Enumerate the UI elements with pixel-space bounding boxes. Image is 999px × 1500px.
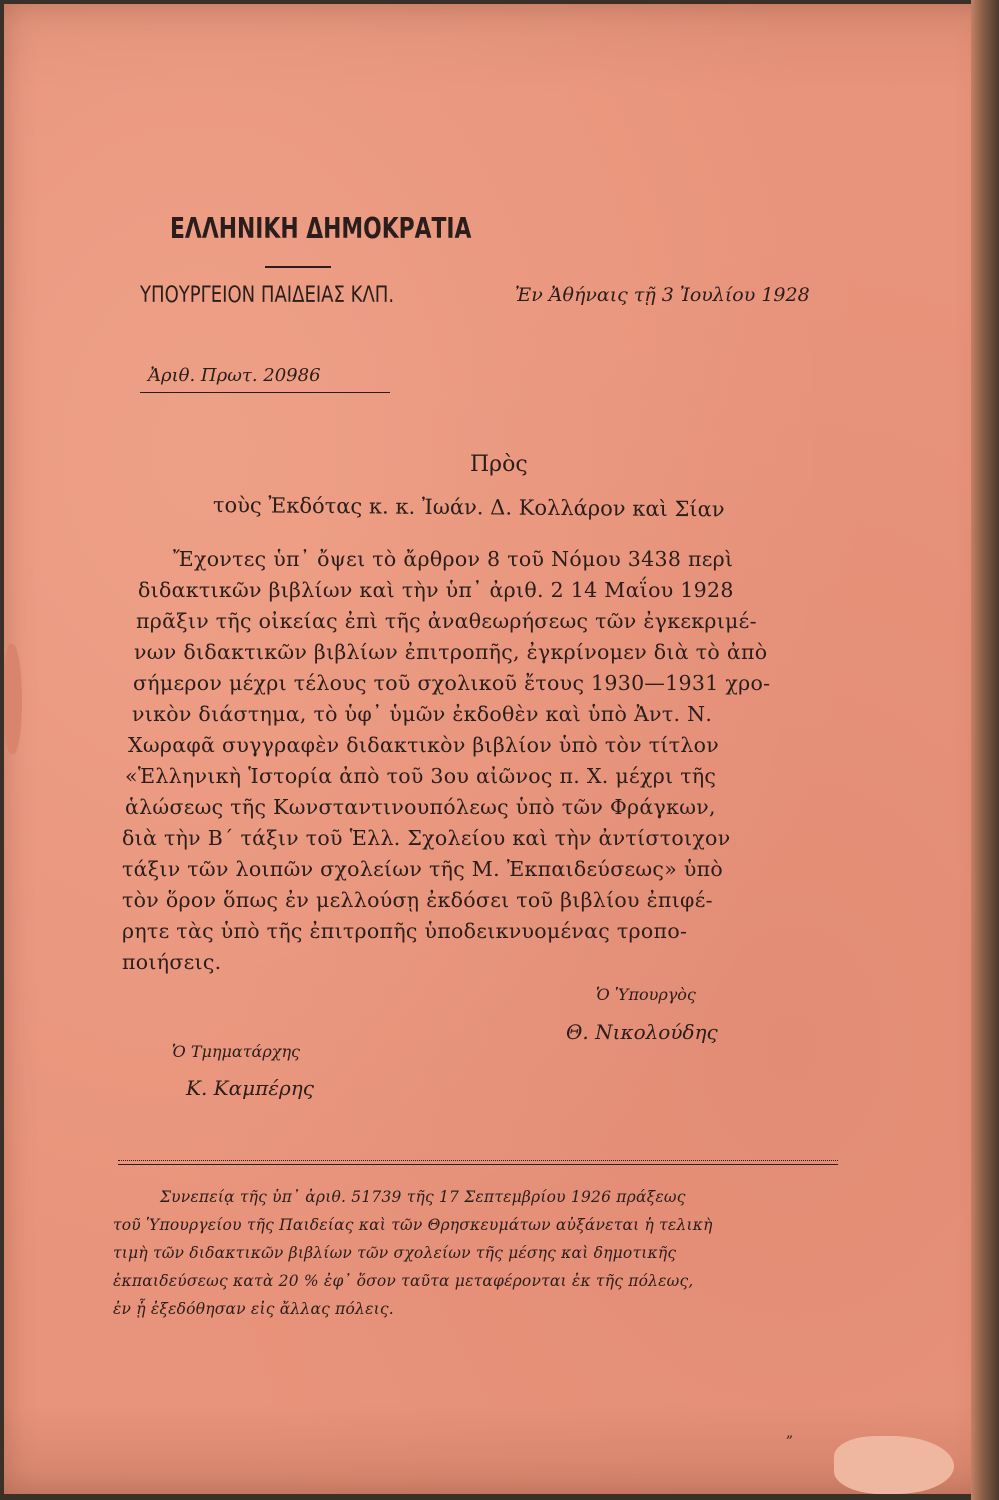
body-line: Ἔχοντες ὑπ᾿ ὄψει τὸ ἄρθρον 8 τοῦ Νόμου 3438 περὶ [173,547,734,571]
chief-title: Ὁ Τμηματάρχης [172,1042,300,1061]
heading-rule [265,266,331,268]
chief-signature: Κ. Καμπέρης [186,1076,314,1100]
page-edge-shadow [971,0,999,1500]
protocol-underline [140,392,390,393]
footnote-line: τιμὴ τῶν διδακτικῶν βιβλίων τῶν σχολείων τῆς μέσης καὶ δημοτικῆς [113,1244,677,1262]
body-line: ἁλώσεως τῆς Κωνσταντινουπόλεως ὑπὸ τῶν Φράγκων, [125,795,716,819]
footnote-line: ἐκπαιδεύσεως κατὰ 20 % ἐφ᾿ ὅσον ταῦτα μεταφέρονται ἐκ τῆς πόλεως, [113,1272,694,1290]
body-line: τὸν ὅρον ὅπως ἐν μελλούσῃ ἐκδόσει τοῦ βιβλίου ἐπιφέ- [122,888,713,912]
footnote-divider [118,1160,838,1165]
footnote-line: τοῦ Ὑπουργείου τῆς Παιδείας καὶ τῶν Θρησκευμάτων αὐξάνεται ἡ τελικὴ [113,1216,713,1234]
document-date: Ἐν Ἀθήναις τῇ 3 Ἰουλίου 1928 [515,284,810,306]
body-line: «Ἑλληνικὴ Ἱστορία ἀπὸ τοῦ 3ου αἰῶνος π. Χ. μέχρι τῆς [125,764,717,788]
body-line: ποιήσεις. [122,950,222,974]
body-line: ρητε τὰς ὑπὸ τῆς ἐπιτροπῆς ὑποδεικνυομένας τροπο- [122,919,688,943]
ministry-heading: ΥΠΟΥΡΓΕΙΟΝ ΠΑΙΔΕΙΑΣ ΚΛΠ. [140,283,395,308]
footnote-line: Συνεπείᾳ τῆς ὑπ᾿ ἀριθ. 51739 τῆς 17 Σεπτεμβρίου 1926 πράξεως [160,1188,686,1206]
body-line: πρᾶξιν τῆς οἰκείας ἐπὶ τῆς ἀναθεωρήσεως τῶν ἐγκεκριμέ- [136,609,757,633]
minister-title: Ὁ Ὑπουργὸς [596,985,696,1004]
minister-signature: Θ. Νικολούδης [566,1020,718,1044]
republic-heading: ΕΛΛΗΝΙΚΗ ΔΗΜΟΚΡΑΤΙΑ [170,212,472,245]
paper-stain [834,1436,954,1494]
protocol-number: Ἀριθ. Πρωτ. 20986 [148,365,321,386]
body-line: νικὸν διάστημα, τὸ ὑφ᾿ ὑμῶν ἐκδοθὲν καὶ ὑπὸ Ἀντ. Ν. [132,702,713,726]
address-recipients: τοὺς Ἐκδότας κ. κ. Ἰωάν. Δ. Κολλάρον καὶ Σίαν [212,493,725,522]
body-line: νων διδακτικῶν βιβλίων ἐπιτροπῆς, ἐγκρίνομεν διὰ τὸ ἀπὸ [134,640,768,664]
paper-stain [4,644,22,754]
body-line: Χωραφᾶ συγγραφὲν διδακτικὸν βιβλίον ὑπὸ τὸν τίτλον [128,733,720,757]
address-to: Πρὸς [470,452,528,477]
bottom-mark: „ [786,1425,794,1441]
body-line: σήμερον μέχρι τέλους τοῦ σχολικοῦ ἔτους 1930—1931 χρο- [133,671,771,695]
footnote-line: ἐν ᾗ ἐξεδόθησαν εἰς ἄλλας πόλεις. [113,1300,394,1318]
body-line: διὰ τὴν Β΄ τάξιν τοῦ Ἑλλ. Σχολείου καὶ τὴν ἀντίστοιχον [122,826,731,850]
body-line: διδακτικῶν βιβλίων καὶ τὴν ὑπ᾿ ἀριθ. 2 14 Μαΐου 1928 [138,578,734,602]
body-line: τάξιν τῶν λοιπῶν σχολείων τῆς Μ. Ἐκπαιδεύσεως» ὑπὸ [122,857,724,881]
